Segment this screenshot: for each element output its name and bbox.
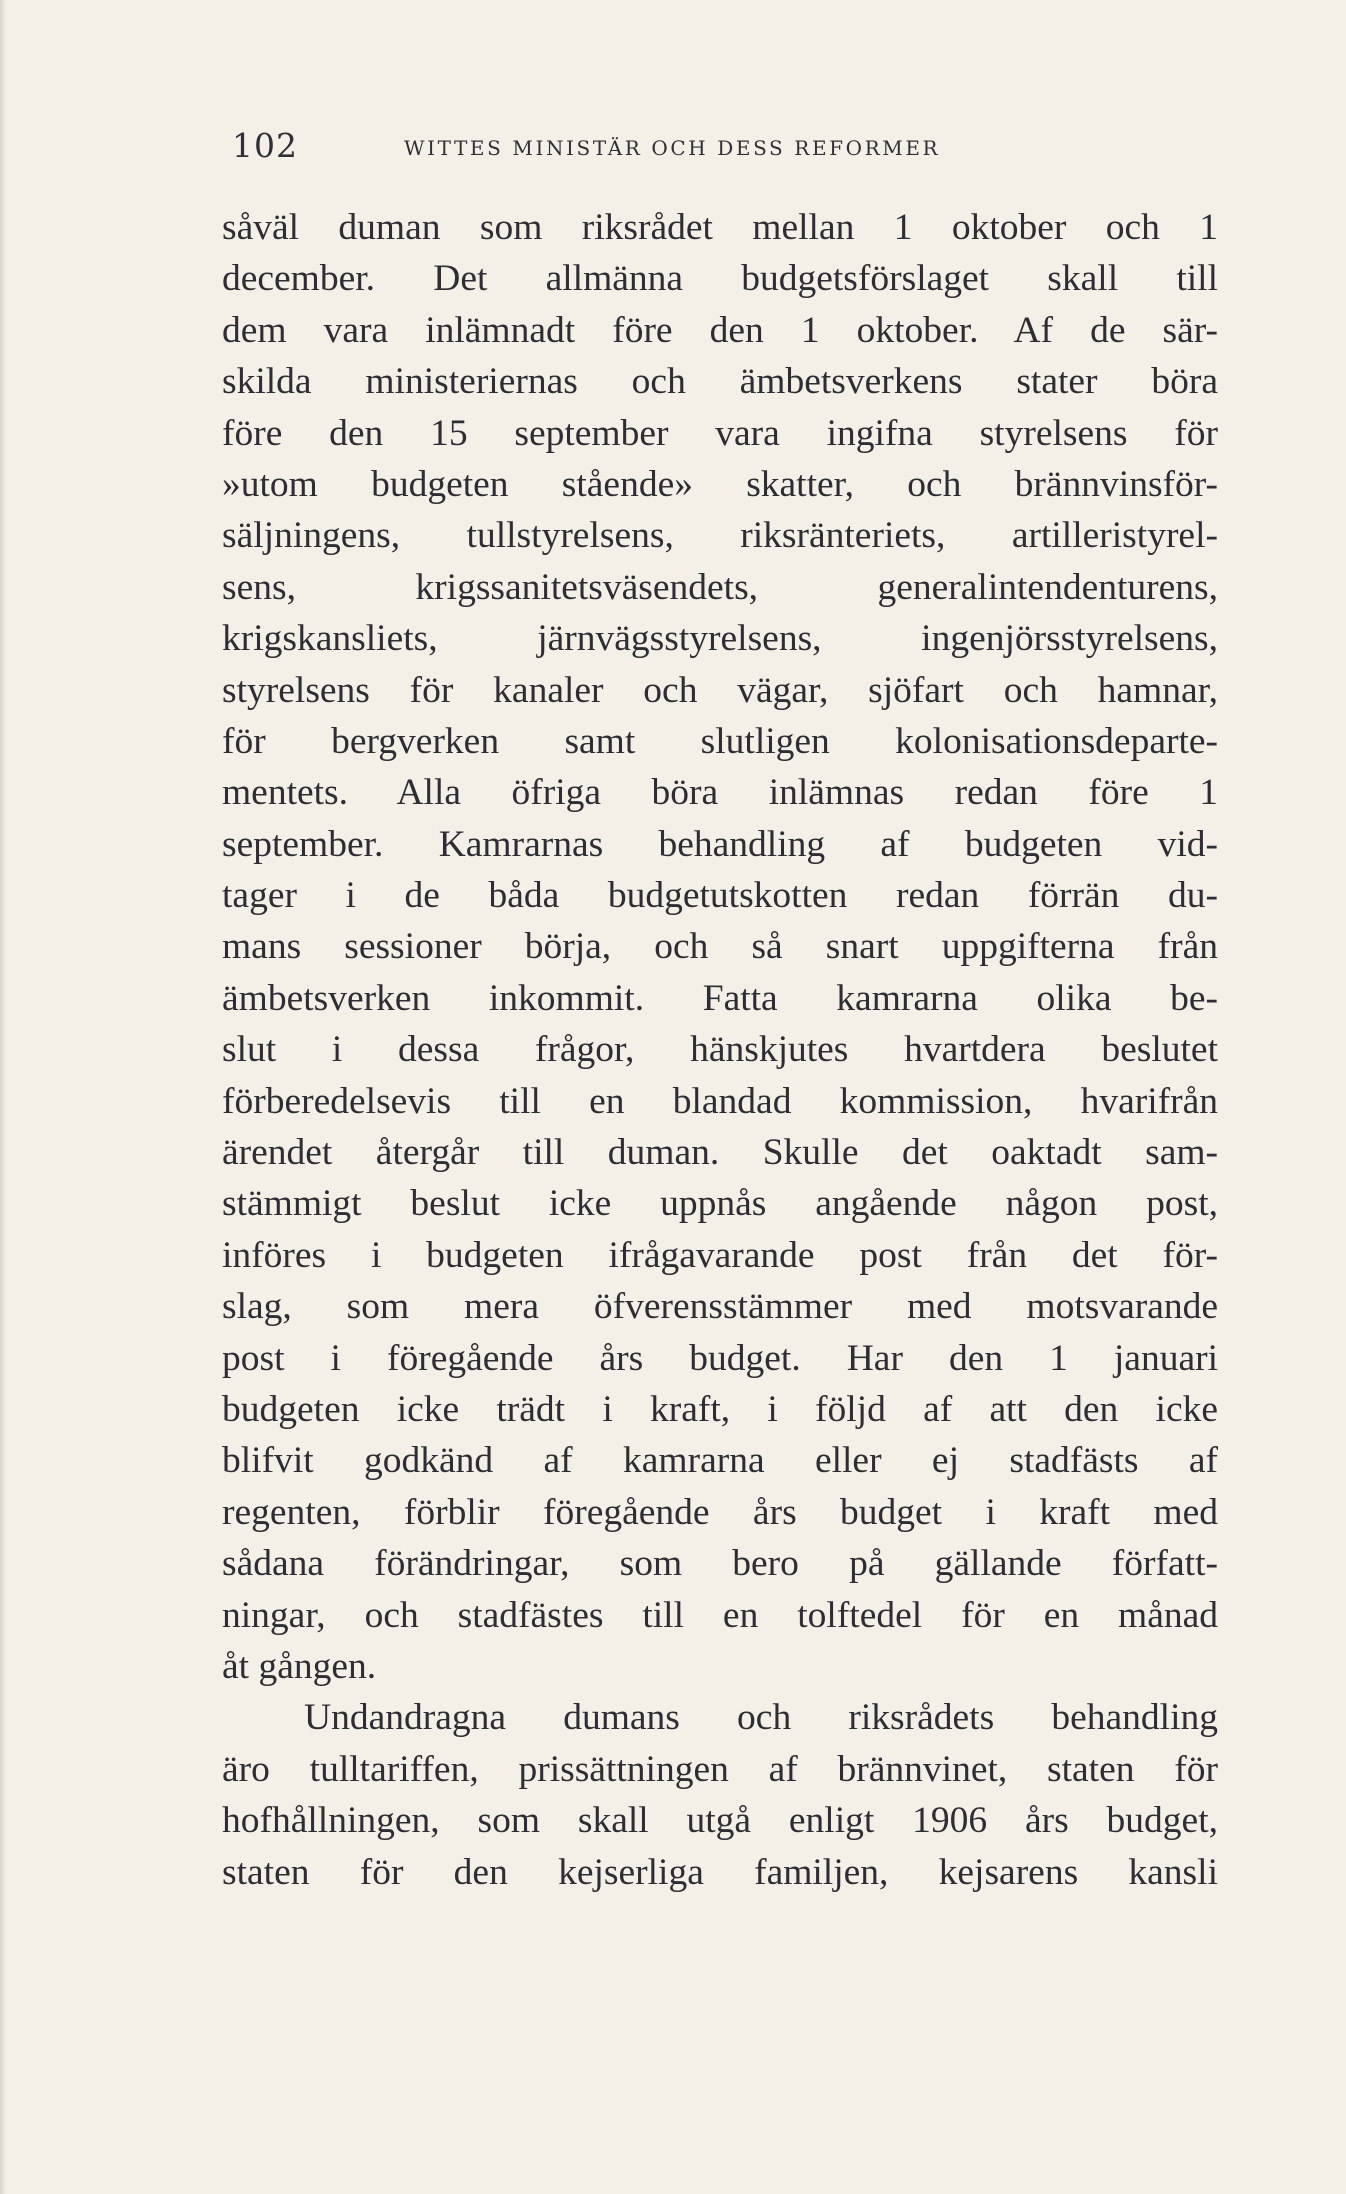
text-line: post i föregående års budget. Har den 1 januari bbox=[222, 1337, 1218, 1379]
running-head: WITTES MINISTÄR OCH DESS REFORMER bbox=[404, 136, 941, 160]
text-line: mans sessioner börja, och så snart uppgifterna från bbox=[222, 926, 1218, 968]
text-line: slag, som mera öfverensstämmer med motsvarande bbox=[222, 1286, 1218, 1328]
text-line: förberedelsevis till en blandad kommission, hvarifrån bbox=[222, 1080, 1218, 1122]
text-line: skilda ministeriernas och ämbetsverkens stater böra bbox=[222, 361, 1218, 403]
text-line: budgeten icke trädt i kraft, i följd af att den icke bbox=[222, 1388, 1218, 1430]
text-line: Undandragna dumans och riksrådets behandling bbox=[304, 1697, 1218, 1739]
text-line: ämbetsverken inkommit. Fatta kamrarna olika be- bbox=[222, 977, 1218, 1019]
page-header bbox=[232, 126, 1172, 166]
page-edge-shadow bbox=[0, 0, 6, 2194]
text-line: dem vara inlämnadt före den 1 oktober. Af de sär- bbox=[222, 309, 1218, 351]
text-line: sådana förändringar, som bero på gällande författ- bbox=[222, 1543, 1218, 1585]
text-line: före den 15 september vara ingifna styrelsens för bbox=[222, 412, 1218, 454]
body-text bbox=[222, 202, 1218, 1898]
text-line: regenten, förblir föregående års budget i kraft med bbox=[222, 1491, 1218, 1533]
text-line: sens, krigssanitetsväsendets, generalintendenturens, bbox=[222, 566, 1218, 608]
text-line: staten för den kejserliga familjen, kejsarens kansli bbox=[222, 1851, 1218, 1893]
text-line: äro tulltariffen, prissättningen af brännvinet, staten för bbox=[222, 1748, 1218, 1790]
text-line: såväl duman som riksrådet mellan 1 oktober och 1 bbox=[222, 207, 1218, 248]
text-line: ningar, och stadfästes till en tolftedel för en månad bbox=[222, 1594, 1218, 1636]
text-line: september. Kamrarnas behandling af budgeten vid- bbox=[222, 823, 1218, 865]
text-line: mentets. Alla öfriga böra inlämnas redan före 1 bbox=[222, 772, 1218, 814]
paragraph-2 bbox=[222, 1692, 1218, 1898]
text-line: blifvit godkänd af kamrarna eller ej stadfästs af bbox=[222, 1440, 1218, 1482]
text-line: krigskansliets, järnvägsstyrelsens, ingenjörsstyrelsens, bbox=[222, 618, 1218, 660]
text-line: »utom budgeten stående» skatter, och brännvinsför- bbox=[222, 463, 1218, 505]
paragraph-1 bbox=[222, 202, 1218, 1692]
text-line: för bergverken samt slutligen kolonisationsdeparte- bbox=[222, 720, 1218, 762]
text-line: hofhållningen, som skall utgå enligt 1906 års budget, bbox=[222, 1800, 1218, 1842]
text-line: tager i de båda budgetutskotten redan förrän du- bbox=[222, 875, 1218, 917]
page-number: 102 bbox=[232, 126, 298, 165]
text-line: december. Det allmänna budgetsförslaget skall till bbox=[222, 258, 1218, 300]
text-line: införes i budgeten ifrågavarande post från det för- bbox=[222, 1234, 1218, 1276]
text-line: ärendet återgår till duman. Skulle det oaktadt sam- bbox=[222, 1132, 1218, 1174]
text-line: säljningens, tullstyrelsens, riksränteriets, artilleristyrel- bbox=[222, 515, 1218, 557]
text-line: slut i dessa frågor, hänskjutes hvartdera beslutet bbox=[222, 1029, 1218, 1071]
text-line: stämmigt beslut icke uppnås angående någon post, bbox=[222, 1183, 1218, 1225]
text-line: styrelsens för kanaler och vägar, sjöfart och hamnar, bbox=[222, 669, 1218, 711]
text-line: åt gången. bbox=[222, 1645, 377, 1687]
